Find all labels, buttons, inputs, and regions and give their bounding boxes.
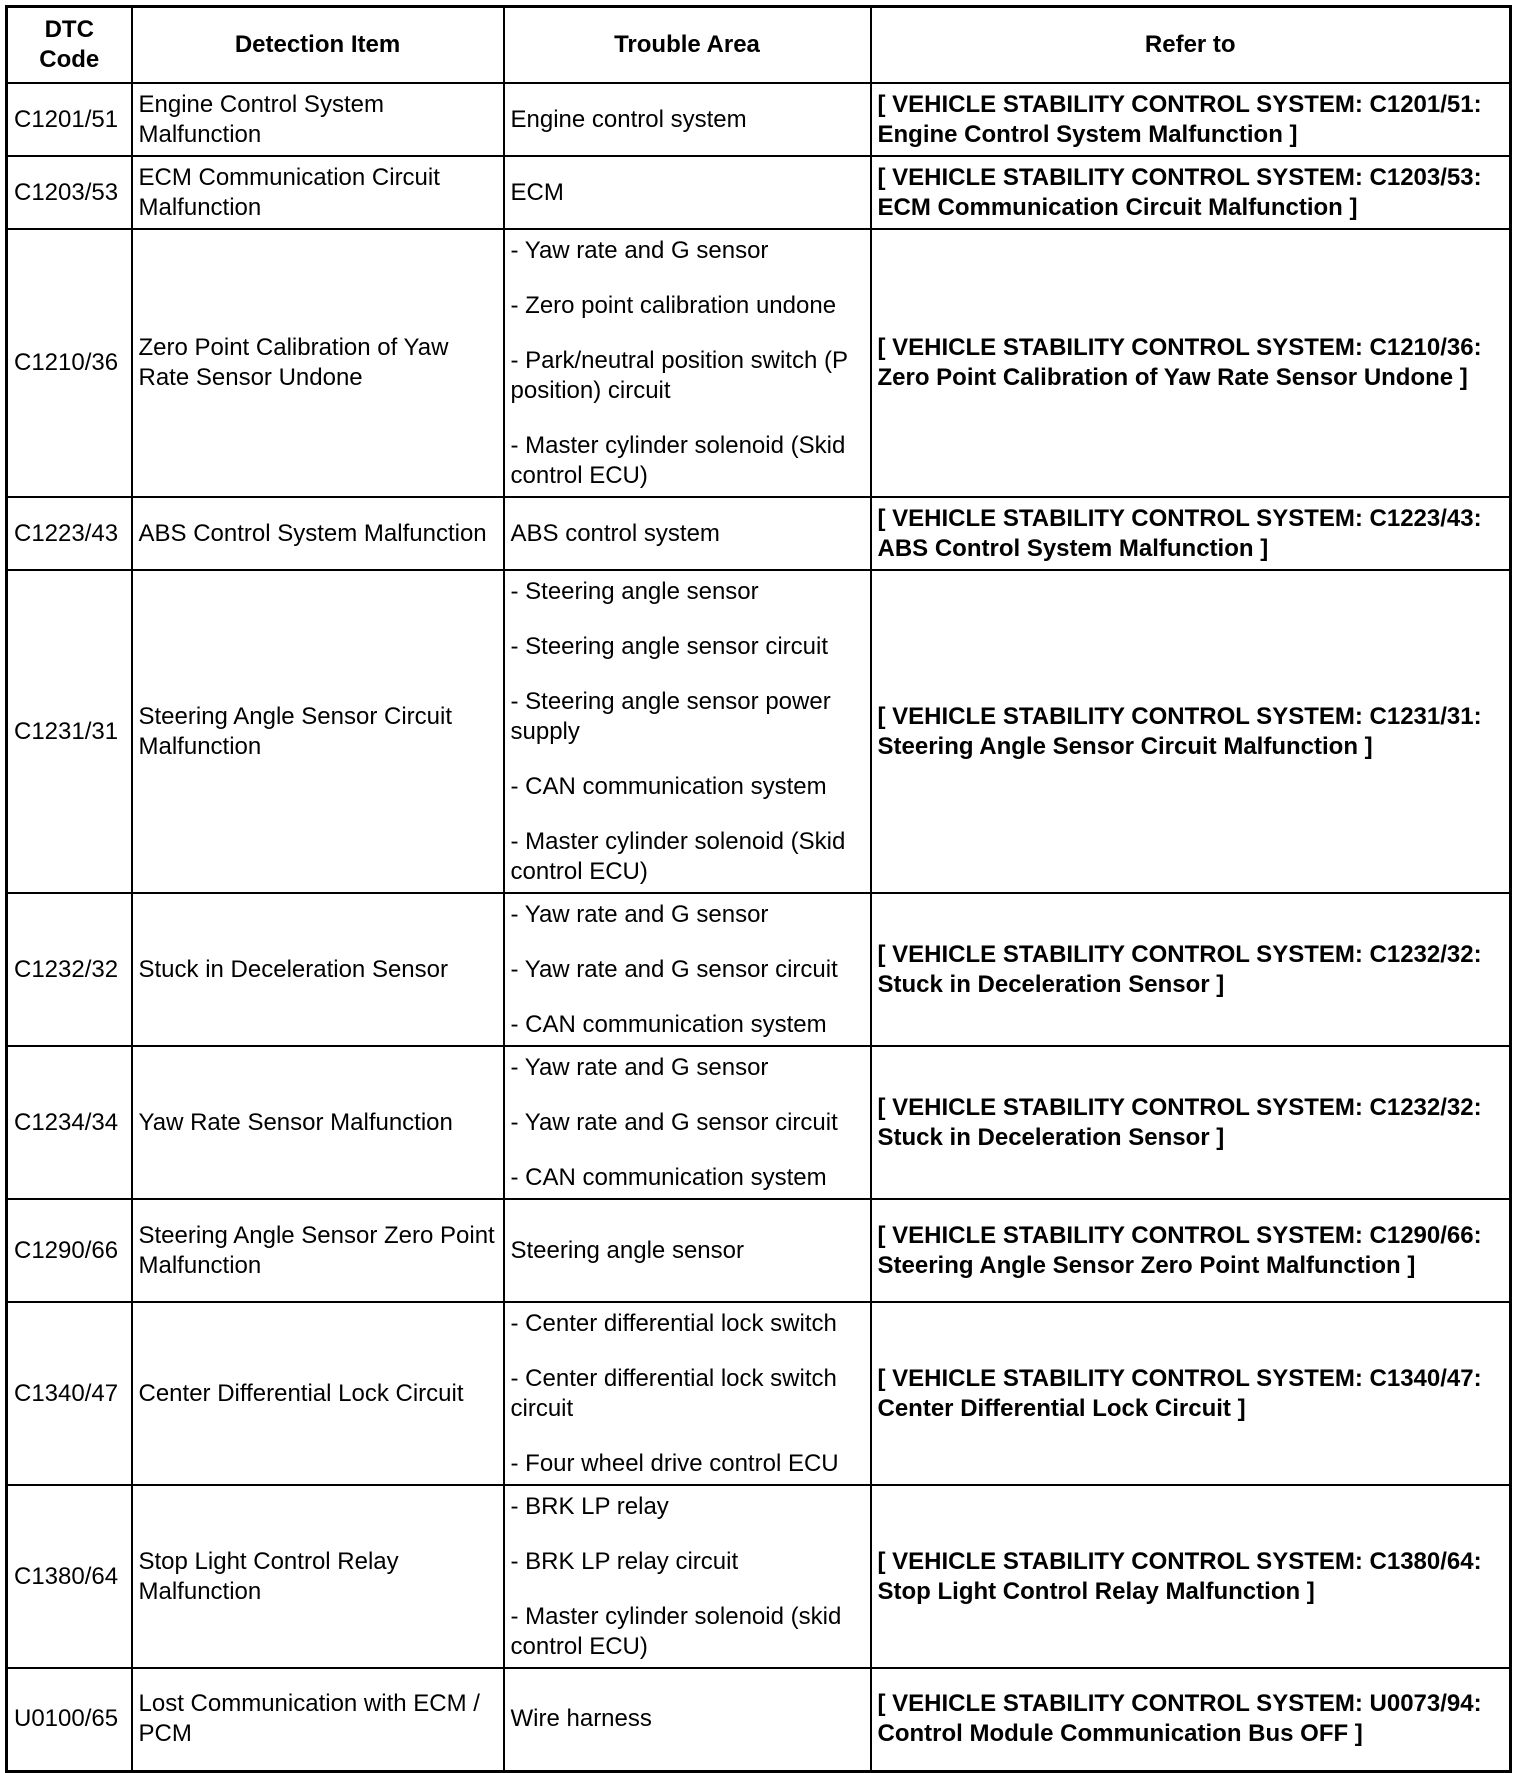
- header-dtc-code: DTC Code: [7, 7, 132, 84]
- dtc-code-cell: C1203/53: [7, 156, 132, 229]
- detection-item-cell: Yaw Rate Sensor Malfunction: [132, 1046, 504, 1199]
- refer-to-link[interactable]: [ VEHICLE STABILITY CONTROL SYSTEM: C1380/64: Stop Light Control Relay Malfunction ]: [871, 1485, 1511, 1668]
- refer-to-link[interactable]: [ VEHICLE STABILITY CONTROL SYSTEM: C1232/32: Stuck in Deceleration Sensor ]: [871, 1046, 1511, 1199]
- header-trouble-area: Trouble Area: [504, 7, 871, 84]
- detection-item-cell: ECM Communication Circuit Malfunction: [132, 156, 504, 229]
- detection-item-cell: Center Differential Lock Circuit: [132, 1302, 504, 1485]
- table-row: [7, 1046, 1511, 1199]
- refer-to-link[interactable]: [ VEHICLE STABILITY CONTROL SYSTEM: C1201/51: Engine Control System Malfunction ]: [871, 83, 1511, 156]
- table-row: [7, 1199, 1511, 1302]
- trouble-area-cell: [504, 893, 871, 1046]
- trouble-area-item: - Center differential lock switch circuit: [510, 1364, 837, 1422]
- table-row: [7, 1302, 1511, 1485]
- trouble-area-item: - CAN communication system: [510, 1010, 827, 1038]
- trouble-area-item: - BRK LP relay circuit: [510, 1547, 739, 1575]
- trouble-area-item: - CAN communication system: [510, 1163, 827, 1191]
- dtc-code-cell: C1290/66: [7, 1199, 132, 1302]
- table-row: [7, 570, 1511, 893]
- dtc-code-cell: C1380/64: [7, 1485, 132, 1668]
- table-row: [7, 1485, 1511, 1668]
- trouble-area-item: - Park/neutral position switch (P position) circuit: [510, 346, 848, 404]
- trouble-area-cell: [504, 570, 871, 893]
- detection-item-cell: ABS Control System Malfunction: [132, 497, 504, 570]
- refer-to-link[interactable]: [ VEHICLE STABILITY CONTROL SYSTEM: C1203/53: ECM Communication Circuit Malfunction ]: [871, 156, 1511, 229]
- trouble-area-item: - Yaw rate and G sensor: [510, 1053, 769, 1081]
- table-row: [7, 229, 1511, 497]
- table-row: [7, 83, 1511, 156]
- refer-to-link[interactable]: [ VEHICLE STABILITY CONTROL SYSTEM: C1231/31: Steering Angle Sensor Circuit Malfunction ]: [871, 570, 1511, 893]
- dtc-code-cell: C1234/34: [7, 1046, 132, 1199]
- trouble-area-item: Steering angle sensor: [510, 1236, 744, 1264]
- trouble-area-item: - BRK LP relay: [510, 1492, 669, 1520]
- dtc-code-cell: C1231/31: [7, 570, 132, 893]
- dtc-table: [5, 5, 1512, 1773]
- detection-item-cell: Steering Angle Sensor Zero Point Malfunction: [132, 1199, 504, 1302]
- trouble-area-item: - CAN communication system: [510, 772, 827, 800]
- trouble-area-cell: [504, 83, 871, 156]
- detection-item-cell: Stuck in Deceleration Sensor: [132, 893, 504, 1046]
- detection-item-cell: Steering Angle Sensor Circuit Malfunction: [132, 570, 504, 893]
- trouble-area-item: - Yaw rate and G sensor: [510, 900, 769, 928]
- trouble-area-item: - Center differential lock switch: [510, 1309, 837, 1337]
- table-row: [7, 1668, 1511, 1771]
- trouble-area-item: ABS control system: [510, 519, 720, 547]
- trouble-area-cell: [504, 1485, 871, 1668]
- trouble-area-item: - Master cylinder solenoid (Skid control ECU): [510, 827, 846, 885]
- dtc-code-cell: C1223/43: [7, 497, 132, 570]
- trouble-area-item: - Master cylinder solenoid (skid control ECU): [510, 1602, 842, 1660]
- refer-to-link[interactable]: [ VEHICLE STABILITY CONTROL SYSTEM: C1290/66: Steering Angle Sensor Zero Point Malfunction ]: [871, 1199, 1511, 1302]
- table-row: [7, 497, 1511, 570]
- table-row: [7, 156, 1511, 229]
- trouble-area-item: ECM: [510, 178, 564, 206]
- refer-to-link[interactable]: [ VEHICLE STABILITY CONTROL SYSTEM: U0073/94: Control Module Communication Bus OFF ]: [871, 1668, 1511, 1771]
- header-detection-item: Detection Item: [132, 7, 504, 84]
- dtc-code-cell: C1201/51: [7, 83, 132, 156]
- trouble-area-item: - Four wheel drive control ECU: [510, 1449, 839, 1477]
- trouble-area-item: Engine control system: [510, 105, 747, 133]
- refer-to-link[interactable]: [ VEHICLE STABILITY CONTROL SYSTEM: C1223/43: ABS Control System Malfunction ]: [871, 497, 1511, 570]
- table-body: [7, 83, 1511, 1771]
- detection-item-cell: Engine Control System Malfunction: [132, 83, 504, 156]
- dtc-code-cell: U0100/65: [7, 1668, 132, 1771]
- trouble-area-cell: [504, 1302, 871, 1485]
- trouble-area-item: - Master cylinder solenoid (Skid control ECU): [510, 431, 846, 489]
- detection-item-cell: Stop Light Control Relay Malfunction: [132, 1485, 504, 1668]
- refer-to-link[interactable]: [ VEHICLE STABILITY CONTROL SYSTEM: C1232/32: Stuck in Deceleration Sensor ]: [871, 893, 1511, 1046]
- header-row: [7, 7, 1511, 84]
- header-refer-to: Refer to: [871, 7, 1511, 84]
- trouble-area-cell: [504, 229, 871, 497]
- trouble-area-cell: [504, 1668, 871, 1771]
- refer-to-link[interactable]: [ VEHICLE STABILITY CONTROL SYSTEM: C1210/36: Zero Point Calibration of Yaw Rate Sensor Undone ]: [871, 229, 1511, 497]
- dtc-code-cell: C1340/47: [7, 1302, 132, 1485]
- trouble-area-cell: [504, 1046, 871, 1199]
- trouble-area-item: - Zero point calibration undone: [510, 291, 837, 319]
- trouble-area-item: - Yaw rate and G sensor: [510, 236, 769, 264]
- trouble-area-cell: [504, 497, 871, 570]
- trouble-area-item: - Steering angle sensor: [510, 577, 759, 605]
- detection-item-cell: Lost Communication with ECM / PCM: [132, 1668, 504, 1771]
- trouble-area-item: Wire harness: [510, 1705, 652, 1733]
- trouble-area-item: - Steering angle sensor power supply: [510, 687, 831, 745]
- dtc-code-cell: C1210/36: [7, 229, 132, 497]
- detection-item-cell: Zero Point Calibration of Yaw Rate Sensor Undone: [132, 229, 504, 497]
- trouble-area-cell: [504, 1199, 871, 1302]
- table-row: [7, 893, 1511, 1046]
- trouble-area-item: - Yaw rate and G sensor circuit: [510, 955, 838, 983]
- dtc-code-cell: C1232/32: [7, 893, 132, 1046]
- trouble-area-item: - Steering angle sensor circuit: [510, 632, 828, 660]
- trouble-area-cell: [504, 156, 871, 229]
- trouble-area-item: - Yaw rate and G sensor circuit: [510, 1108, 838, 1136]
- refer-to-link[interactable]: [ VEHICLE STABILITY CONTROL SYSTEM: C1340/47: Center Differential Lock Circuit ]: [871, 1302, 1511, 1485]
